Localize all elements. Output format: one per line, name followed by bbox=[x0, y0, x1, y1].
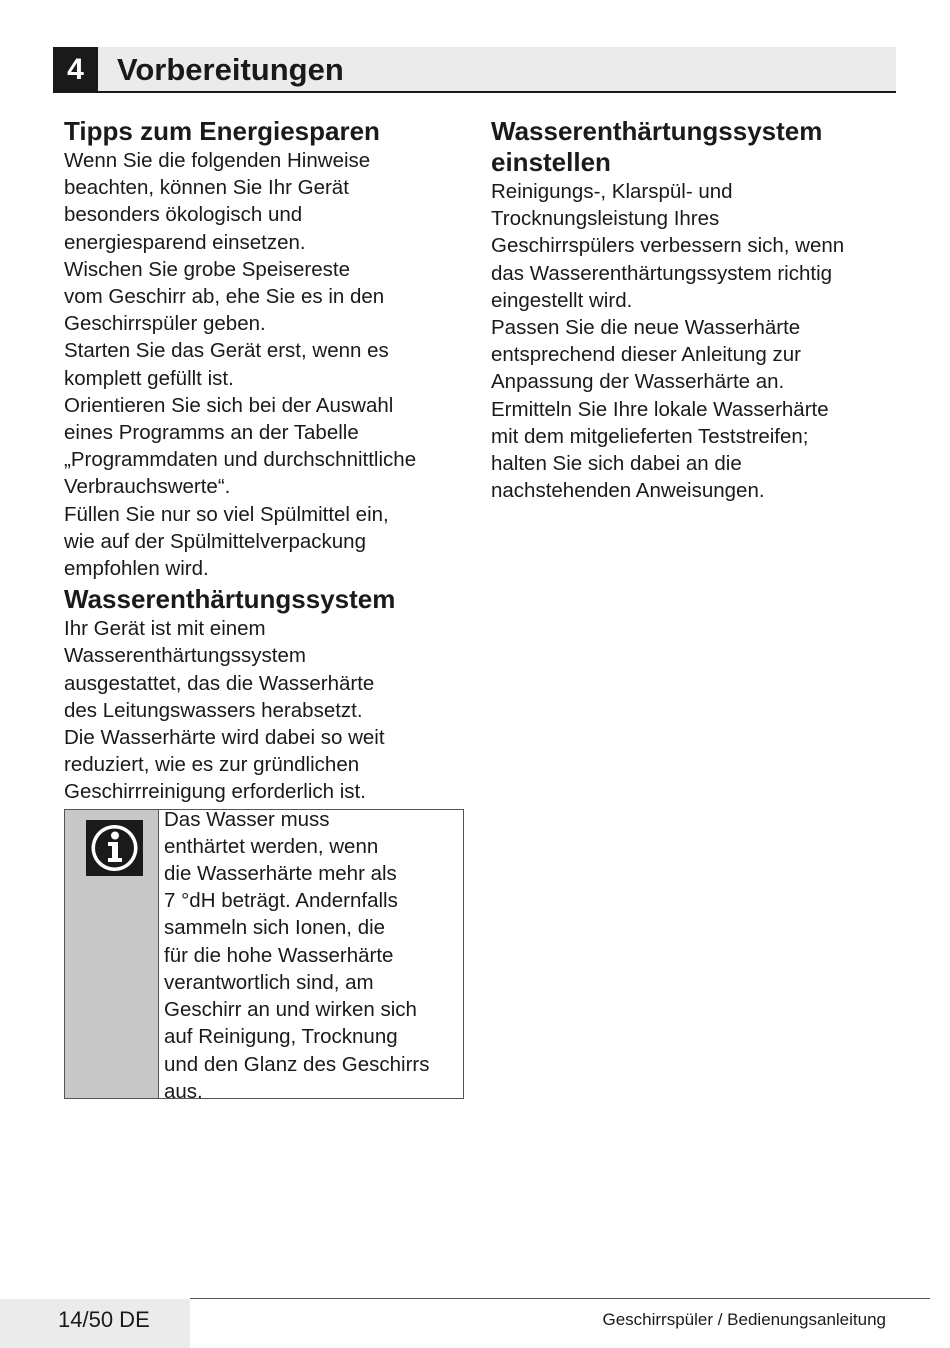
info-icon bbox=[86, 820, 143, 876]
section-heading-water-softener: Wasserenthärtungssystem bbox=[64, 584, 396, 615]
text-line: energiesparend einsetzen. bbox=[64, 230, 306, 254]
text-line: wie auf der Spülmittelverpackung bbox=[64, 529, 366, 553]
softener-setup-text bbox=[491, 178, 891, 504]
text-line: Starten Sie das Gerät erst, wenn es bbox=[64, 339, 389, 363]
text-line: für die hohe Wasserhärte bbox=[164, 943, 394, 967]
text-line: Anpassung der Wasserhärte an. bbox=[491, 370, 785, 394]
text-line: besonders ökologisch und bbox=[64, 203, 303, 227]
text-line: Füllen Sie nur so viel Spülmittel ein, bbox=[64, 502, 389, 526]
left-column bbox=[64, 116, 464, 1103]
energy-tips-text bbox=[64, 147, 464, 582]
text-line: 7 °dH beträgt. Andernfalls bbox=[164, 889, 398, 913]
text-line: halten Sie sich dabei an die bbox=[491, 452, 742, 476]
page-current: 14 bbox=[58, 1307, 83, 1332]
text-line: Passen Sie die neue Wasserhärte bbox=[491, 316, 801, 340]
text-line: Die Wasserhärte wird dabei so weit bbox=[64, 726, 385, 750]
text-line: mit dem mitgelieferten Teststreifen; bbox=[491, 424, 809, 448]
text-line: das Wasserenthärtungssystem richtig bbox=[491, 261, 833, 285]
text-line: Wasserenthärtungssystem bbox=[64, 644, 306, 668]
info-note-sidebar bbox=[65, 810, 159, 1098]
footer-divider bbox=[190, 1298, 930, 1299]
text-line: die Wasserhärte mehr als bbox=[164, 862, 397, 886]
text-line: eingestellt wird. bbox=[491, 288, 633, 312]
text-line: Ermitteln Sie Ihre lokale Wasserhärte bbox=[491, 397, 829, 421]
text-line: ausgestattet, das die Wasserhärte bbox=[64, 671, 375, 695]
text-line: Wischen Sie grobe Speisereste bbox=[64, 257, 351, 281]
text-line: Geschirrreinigung erforderlich ist. bbox=[64, 780, 366, 804]
text-line: aus. bbox=[164, 1079, 203, 1103]
text-line: komplett gefüllt ist. bbox=[64, 366, 234, 390]
right-column bbox=[491, 116, 891, 504]
text-line: des Leitungswassers herabsetzt. bbox=[64, 698, 363, 722]
info-note-text bbox=[164, 806, 460, 1105]
chapter-number: 4 bbox=[53, 47, 98, 93]
text-line: verantwortlich sind, am bbox=[164, 970, 374, 994]
chapter-title: Vorbereitungen bbox=[117, 52, 344, 87]
text-line: und den Glanz des Geschirrs bbox=[164, 1052, 430, 1076]
text-line: Geschirr an und wirken sich bbox=[164, 998, 417, 1022]
text-line: Geschirrspüler geben. bbox=[64, 312, 266, 336]
text-line: Geschirrspülers verbessern sich, wenn bbox=[491, 234, 845, 258]
heading-line: einstellen bbox=[491, 147, 611, 177]
section-heading-energy-tips: Tipps zum Energiesparen bbox=[64, 116, 380, 146]
text-line: enthärtet werden, wenn bbox=[164, 834, 379, 858]
text-line: reduziert, wie es zur gründlichen bbox=[64, 753, 360, 777]
water-softener-text bbox=[64, 615, 464, 805]
text-line: Ihr Gerät ist mit einem bbox=[64, 617, 266, 641]
page-number bbox=[58, 1306, 150, 1334]
chapter-header bbox=[53, 47, 896, 93]
text-line: Verbrauchswerte“. bbox=[64, 475, 231, 499]
heading-line: Wasserenthärtungssystem bbox=[491, 116, 823, 146]
text-line: Wenn Sie die folgenden Hinweise bbox=[64, 149, 371, 172]
text-line: beachten, können Sie Ihr Gerät bbox=[64, 176, 349, 200]
info-note-box bbox=[64, 807, 464, 1103]
text-line: „Programmdaten und durchschnittliche bbox=[64, 448, 417, 472]
text-line: Reinigungs-, Klarspül- und bbox=[491, 180, 733, 203]
text-line: nachstehenden Anweisungen. bbox=[491, 479, 765, 503]
text-line: Orientieren Sie sich bei der Auswahl bbox=[64, 393, 394, 417]
text-line: auf Reinigung, Trocknung bbox=[164, 1025, 398, 1049]
page-total: /50 DE bbox=[82, 1307, 150, 1332]
section-heading-softener-setup bbox=[491, 116, 891, 178]
text-line: eines Programms an der Tabelle bbox=[64, 421, 359, 445]
text-line: entsprechend dieser Anleitung zur bbox=[491, 343, 801, 367]
text-line: Das Wasser muss bbox=[164, 807, 330, 831]
text-line: Trocknungsleistung Ihres bbox=[491, 207, 720, 231]
text-line: sammeln sich Ionen, die bbox=[164, 916, 386, 940]
text-line: vom Geschirr ab, ehe Sie es in den bbox=[64, 285, 385, 309]
document-title: Geschirrspüler / Bedienungsanleitung bbox=[602, 1310, 886, 1329]
text-line: empfohlen wird. bbox=[64, 557, 209, 581]
